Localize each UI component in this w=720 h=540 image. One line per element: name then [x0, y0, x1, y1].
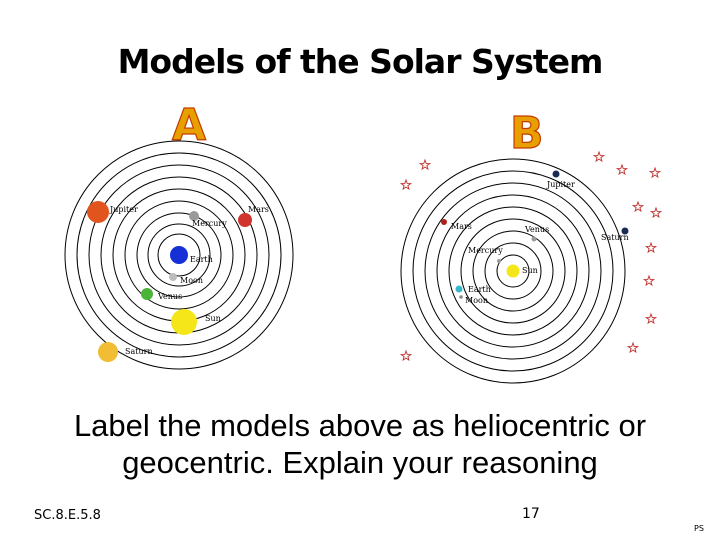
model-b-letter: B [510, 108, 544, 159]
page-number: 17 [522, 506, 540, 522]
star-icon [646, 243, 656, 252]
jupiter-icon [87, 201, 109, 223]
model-b-sun [507, 265, 538, 278]
model-b-mercury [468, 246, 503, 263]
question-prompt [0, 407, 720, 481]
model-b-moon [459, 295, 488, 305]
model-b-earth-label: Earth [468, 285, 491, 294]
model-a-jupiter-label: Jupiter [110, 205, 138, 214]
star-icon [617, 165, 627, 174]
model-a-earth-label: Earth [190, 255, 213, 264]
moon-icon [169, 273, 177, 281]
model-b-star-field [401, 152, 661, 360]
model-a-venus-label: Venus [158, 292, 183, 301]
star-icon [650, 168, 660, 177]
model-b-mars-label: Mars [451, 222, 472, 231]
moon-icon [459, 295, 463, 299]
mars-icon [441, 219, 447, 225]
saturn-icon [98, 342, 118, 362]
venus-icon [532, 237, 537, 242]
star-icon [651, 208, 661, 217]
star-icon [633, 202, 643, 211]
model-a-mercury-label: Mercury [192, 219, 227, 228]
model-a-sun-label: Sun [205, 314, 221, 323]
model-b-venus-label: Venus [525, 225, 550, 234]
model-b-diagram [395, 140, 670, 385]
star-icon [646, 314, 656, 323]
model-b-saturn-label: Saturn [601, 233, 629, 242]
model-a-saturn-label: Saturn [125, 347, 153, 356]
star-icon [644, 276, 654, 285]
star-icon [420, 160, 430, 169]
slide-title: Models of the Solar System [117, 42, 603, 81]
star-icon [401, 351, 411, 360]
model-a-mars [238, 205, 269, 227]
model-b-saturn [601, 228, 629, 243]
model-a-earth [170, 246, 213, 264]
model-a-saturn [98, 342, 153, 362]
mars-icon [238, 213, 252, 227]
model-a-jupiter [87, 201, 138, 223]
model-a-letter: A [172, 100, 207, 151]
earth-icon [170, 246, 188, 264]
question-line-2: geocentric. Explain your reasoning [122, 445, 598, 480]
model-b-moon-label: Moon [465, 296, 488, 305]
model-b-jupiter [546, 171, 575, 190]
jupiter-icon [553, 171, 560, 178]
star-icon [628, 343, 638, 352]
star-icon [594, 152, 604, 161]
model-b-earth [456, 285, 491, 294]
model-a-venus [141, 288, 182, 301]
standard-code: SC.8.E.5.8 [34, 508, 101, 523]
model-b-mercury-label: Mercury [468, 246, 503, 255]
mercury-icon [497, 259, 501, 263]
model-a-moon-label: Moon [180, 276, 203, 285]
sun-icon [171, 309, 197, 335]
venus-icon [141, 288, 153, 300]
model-a-mars-label: Mars [248, 205, 269, 214]
model-b-jupiter-label: Jupiter [547, 180, 575, 189]
model-a-diagram [56, 140, 308, 390]
star-icon [401, 180, 411, 189]
model-a-mercury [189, 211, 227, 228]
author-initials: PS [694, 524, 704, 533]
model-b-sun-label: Sun [522, 266, 538, 275]
earth-icon [456, 286, 463, 293]
sun-icon [507, 265, 520, 278]
question-line-1: Label the models above as heliocentric or [73, 408, 647, 443]
